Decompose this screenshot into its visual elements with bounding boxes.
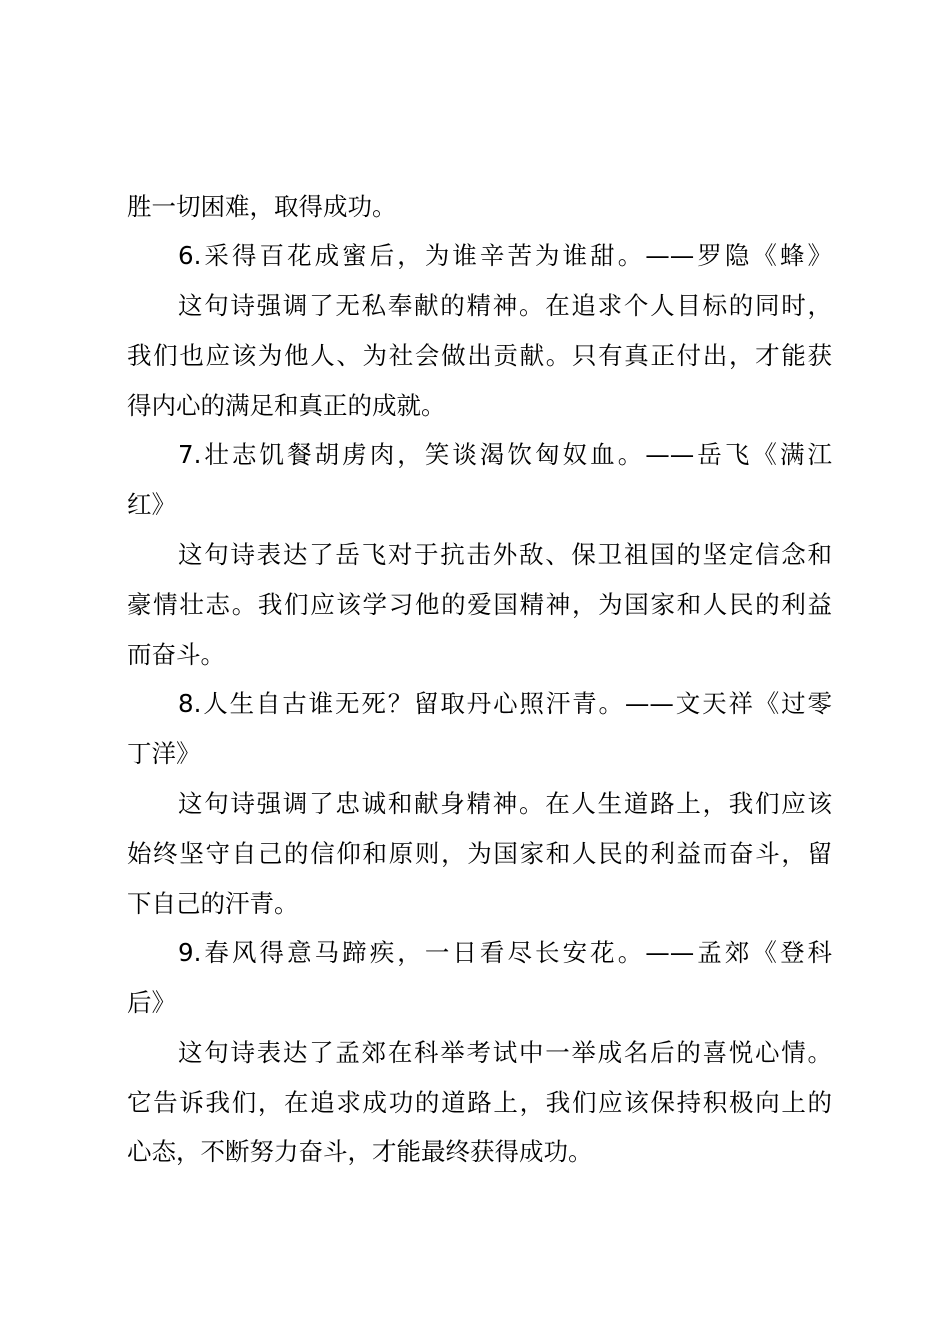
text-line-17: 后》 [127, 988, 176, 1017]
text-line-7: 红》 [127, 490, 176, 519]
text-line-20: 心态，不断努力奋斗，才能最终获得成功。 [127, 1137, 593, 1166]
text-line-4: 我们也应该为他人、为社会做出贡献。只有真正付出，才能获 [127, 341, 832, 370]
text-line-8: 这句诗表达了岳飞对于抗击外敌、保卫祖国的坚定信念和 [178, 540, 832, 569]
text-line-1: 胜一切困难，取得成功。 [127, 192, 397, 221]
text-line-19: 它告诉我们，在追求成功的道路上，我们应该保持积极向上的 [127, 1088, 832, 1117]
quote-7: 7.壮志饥餐胡虏肉，笑谈渴饮匈奴血。——岳飞《满江 [178, 440, 832, 469]
text-line-15: 下自己的汗青。 [127, 889, 299, 918]
text-line-18: 这句诗表达了孟郊在科举考试中一举成名后的喜悦心情。 [178, 1038, 832, 1067]
text-line-9: 豪情壮志。我们应该学习他的爱国精神，为国家和人民的利益 [127, 590, 832, 619]
quote-6: 6.采得百花成蜜后，为谁辛苦为谁甜。——罗隐《蜂》 [178, 241, 832, 270]
text-line-3: 这句诗强调了无私奉献的精神。在追求个人目标的同时， [178, 291, 832, 320]
text-line-5: 得内心的满足和真正的成就。 [127, 391, 446, 420]
text-line-14: 始终坚守自己的信仰和原则，为国家和人民的利益而奋斗，留 [127, 839, 832, 868]
quote-9: 9.春风得意马蹄疾，一日看尽长安花。——孟郊《登科 [178, 938, 832, 967]
text-line-12: 丁洋》 [127, 739, 201, 768]
text-line-13: 这句诗强调了忠诚和献身精神。在人生道路上，我们应该 [178, 789, 832, 818]
text-line-10: 而奋斗。 [127, 640, 225, 669]
quote-8: 8.人生自古谁无死？留取丹心照汗青。——文天祥《过零 [178, 689, 832, 718]
